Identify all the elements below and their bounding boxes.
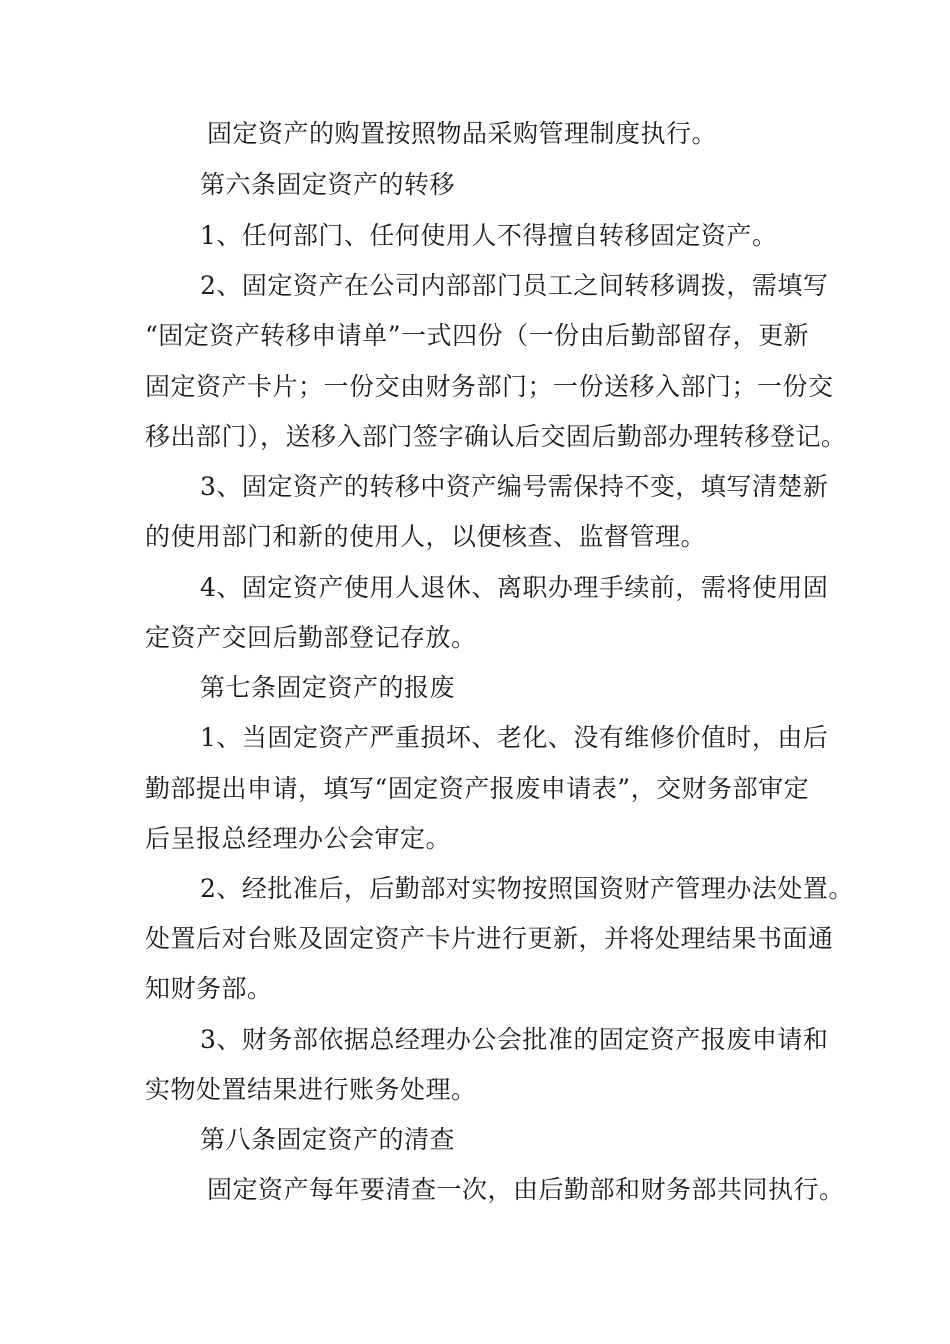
article-7-item-2-line-3: 知财务部。 [145,974,273,1003]
article-6-item-3-line-1: 3、固定资产的转移中资产编号需保持不变，填写清楚新 [200,472,829,501]
article-6-item-1: 1、任何部门、任何使用人不得擅自转移固定资产。 [200,221,778,250]
article-6-item-3-line-2: 的使用部门和新的使用人，以便核查、监督管理。 [145,522,707,551]
paragraph-purchase-line: 固定资产的购置按照物品采购管理制度执行。 [207,119,718,148]
article-8-paragraph: 固定资产每年要清查一次，由后勤部和财务部共同执行。 [207,1175,845,1204]
article-6-item-4-line-1: 4、固定资产使用人退休、离职办理手续前，需将使用固 [200,573,829,602]
article-7-heading: 第七条固定资产的报废 [200,673,456,702]
article-6-item-2-line-4: 移出部门），送移入部门签字确认后交固后勤部办理转移登记。 [145,422,847,451]
article-6-item-4-line-2: 定资产交回后勤部登记存放。 [145,623,477,652]
article-6-item-2-line-3: 固定资产卡片；一份交由财务部门；一份送移入部门；一份交 [145,372,834,401]
article-7-item-2-line-1: 2、经批准后，后勤部对实物按照国资财产管理办法处置。 [200,874,854,903]
article-6-heading: 第六条固定资产的转移 [200,170,456,199]
article-6-item-2-line-1: 2、固定资产在公司内部部门员工之间转移调拨，需填写 [200,271,829,300]
article-7-item-2-line-2: 处置后对台账及固定资产卡片进行更新，并将处理结果书面通 [145,924,834,953]
article-7-item-3-line-2: 实物处置结果进行账务处理。 [145,1075,477,1104]
article-8-heading: 第八条固定资产的清查 [200,1125,456,1154]
article-7-item-1-line-3: 后呈报总经理办公会审定。 [145,824,452,853]
article-7-item-3-line-1: 3、财务部依据总经理办公会批准的固定资产报废申请和 [200,1025,829,1054]
article-6-item-2-line-2: “固定资产转移申请单”一式四份（一份由后勤部留存，更新 [145,321,810,350]
article-7-item-1-line-2: 勤部提出申请，填写“固定资产报废申请表”，交财务部审定 [145,774,810,803]
article-7-item-1-line-1: 1、当固定资产严重损坏、老化、没有维修价值时，由后 [200,723,829,752]
